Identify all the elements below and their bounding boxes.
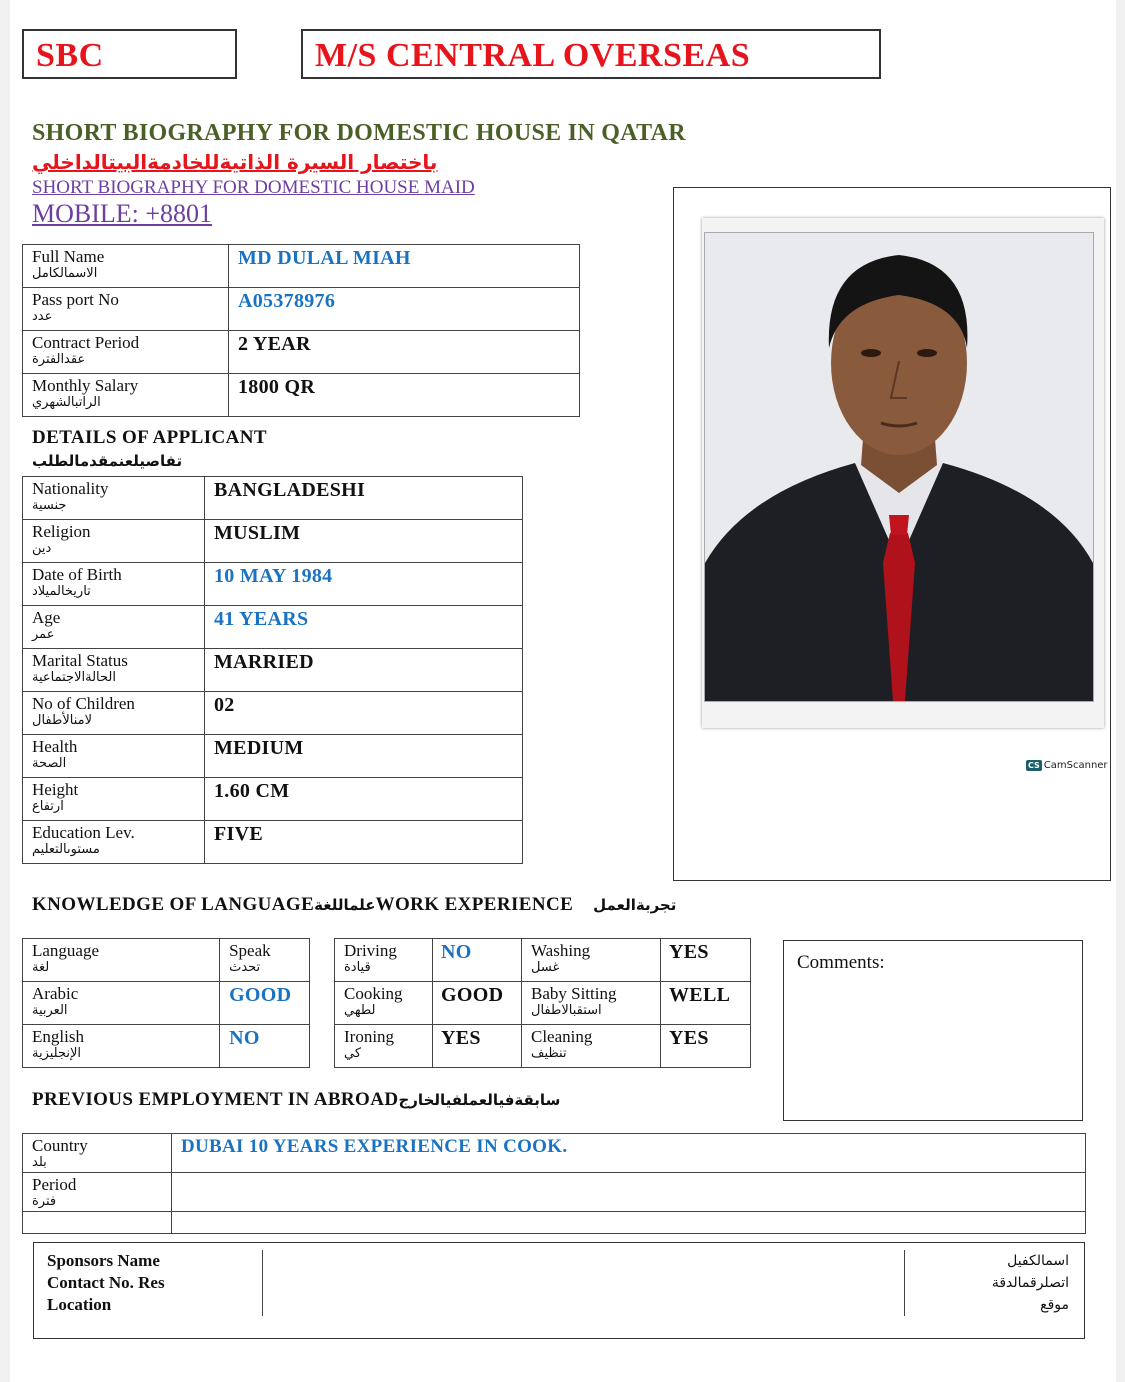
main-title: SHORT BIOGRAPHY FOR DOMESTIC HOUSE IN QATAR [32, 120, 686, 146]
agency-name-box [301, 29, 881, 79]
sub-title: SHORT BIOGRAPHY FOR DOMESTIC HOUSE MAID [32, 177, 475, 198]
language-work-heading [32, 894, 676, 916]
work-skill [522, 939, 661, 982]
detail-field-label: Date of Birth [32, 565, 122, 584]
detail-field [23, 649, 205, 692]
work-skill-label: Cooking [344, 984, 403, 1003]
work-row [335, 939, 751, 982]
previous-employment-field [23, 1173, 172, 1212]
previous-employment-field [23, 1134, 172, 1173]
language-name-label-ar: العربية [32, 1003, 68, 1018]
detail-value: 41 YEARS [205, 606, 523, 649]
language-row [23, 982, 310, 1025]
sponsor-box [33, 1242, 1085, 1339]
sponsor-label-ar: اسمالكفيل [904, 1250, 1079, 1272]
detail-field-label: Marital Status [32, 651, 128, 670]
detail-field-label: No of Children [32, 694, 135, 713]
sponsor-value[interactable] [262, 1294, 904, 1316]
detail-value: 10 MAY 1984 [205, 563, 523, 606]
language-header-row [23, 939, 310, 982]
work-skill-value: WELL [661, 982, 751, 1025]
agency-name: M/S CENTRAL OVERSEAS [315, 37, 751, 74]
sponsor-label: Sponsors Name [37, 1250, 262, 1272]
detail-field-label-ar: لامنالأطفال [32, 713, 93, 728]
detail-row [23, 692, 523, 735]
basic-info-value: MD DULAL MIAH [229, 245, 580, 288]
work-skill [522, 982, 661, 1025]
sponsor-value[interactable] [262, 1272, 904, 1294]
detail-field-label-ar: ارتفاع [32, 799, 64, 814]
basic-info-field-label: Pass port No [32, 290, 119, 309]
work-skill-label: Baby Sitting [531, 984, 617, 1003]
detail-value: 1.60 CM [205, 778, 523, 821]
sponsor-row [37, 1294, 1079, 1316]
detail-field-label: Height [32, 780, 79, 799]
basic-info-row [23, 331, 580, 374]
work-skill [335, 939, 433, 982]
previous-employment-value [172, 1212, 1086, 1234]
detail-field [23, 735, 205, 778]
basic-info-field-label-ar: الاسمالكامل [32, 266, 98, 281]
work-experience-table [334, 938, 751, 1068]
sponsor-label: Location [37, 1294, 262, 1316]
basic-info-value: 1800 QR [229, 374, 580, 417]
camscanner-label: CamScanner [1043, 760, 1108, 771]
detail-field [23, 692, 205, 735]
language-header-label-ar: لغة [32, 960, 50, 975]
speak-header-label: Speak [229, 941, 271, 960]
previous-employment-field-label-ar: فترة [32, 1194, 57, 1209]
basic-info-field [23, 331, 229, 374]
language-header [23, 939, 220, 982]
basic-info-field-label: Contract Period [32, 333, 140, 352]
basic-info-field [23, 374, 229, 417]
work-skill-label: Ironing [344, 1027, 395, 1046]
previous-employment-value: DUBAI 10 YEARS EXPERIENCE IN COOK. [172, 1134, 1086, 1173]
detail-row [23, 778, 523, 821]
work-skill [522, 1025, 661, 1068]
detail-value: 02 [205, 692, 523, 735]
detail-row [23, 649, 523, 692]
language-name-label: Arabic [32, 984, 79, 1003]
work-skill-value: YES [433, 1025, 522, 1068]
work-skill-label: Washing [531, 941, 591, 960]
detail-field-label: Religion [32, 522, 91, 541]
basic-info-field [23, 288, 229, 331]
work-skill-value: GOOD [433, 982, 522, 1025]
detail-row [23, 563, 523, 606]
knowledge-heading: KNOWLEDGE OF LANGUAGE [32, 894, 315, 915]
speak-header [220, 939, 310, 982]
detail-field [23, 563, 205, 606]
speak-header-label-ar: تحدث [229, 960, 261, 975]
detail-value: MEDIUM [205, 735, 523, 778]
detail-row [23, 821, 523, 864]
detail-row [23, 735, 523, 778]
basic-info-row [23, 245, 580, 288]
previous-employment-value [172, 1173, 1086, 1212]
detail-field [23, 821, 205, 864]
sponsor-table [37, 1250, 1079, 1316]
previous-employment-field-label: Country [32, 1136, 88, 1155]
previous-employment-title: PREVIOUS EMPLOYMENT IN ABROAD [32, 1089, 399, 1110]
language-name-label: English [32, 1027, 84, 1046]
basic-info-row [23, 288, 580, 331]
details-heading-ar: تفاصيلعنمقدمالطلب [32, 452, 183, 470]
detail-row [23, 606, 523, 649]
language-level: NO [220, 1025, 310, 1068]
camscanner-icon: CS [1028, 761, 1040, 770]
knowledge-heading-ar: علماللغة [314, 896, 376, 914]
work-skill-label-ar: استقبالاطفال [531, 1003, 602, 1018]
previous-employment-row [23, 1212, 1086, 1234]
comments-box[interactable] [783, 940, 1083, 1121]
detail-field-label-ar: الحالةالاجتماعية [32, 670, 116, 685]
basic-info-field [23, 245, 229, 288]
detail-value: MARRIED [205, 649, 523, 692]
applicant-photo [702, 218, 1104, 728]
work-skill-label-ar: تنظيف [531, 1046, 567, 1061]
work-skill-label-ar: لطهي [344, 1003, 376, 1018]
basic-info-field-label-ar: عدد [32, 309, 53, 324]
previous-employment-heading [32, 1089, 560, 1111]
previous-employment-row [23, 1134, 1086, 1173]
detail-field-label-ar: تاريخالميلاد [32, 584, 91, 599]
basic-info-value: 2 YEAR [229, 331, 580, 374]
details-heading: DETAILS OF APPLICANT [32, 427, 267, 448]
detail-row [23, 477, 523, 520]
work-skill-label-ar: غسل [531, 960, 560, 975]
sponsor-row [37, 1272, 1079, 1294]
comments-label: Comments: [797, 952, 885, 973]
portrait-image [705, 233, 1093, 701]
previous-employment-title-ar: سابقةفيالعملفيالخارج [398, 1091, 561, 1109]
work-skill-value: YES [661, 939, 751, 982]
detail-field-label-ar: عمر [32, 627, 55, 642]
detail-field-label: Education Lev. [32, 823, 135, 842]
detail-field-label-ar: مستوىالتعليم [32, 842, 100, 857]
basic-info-field-label: Full Name [32, 247, 105, 266]
language-name [23, 1025, 220, 1068]
agency-code: SBC [36, 37, 104, 74]
basic-info-value: A05378976 [229, 288, 580, 331]
basic-info-field-label-ar: الراتبالشهري [32, 395, 101, 410]
previous-employment-field [23, 1212, 172, 1234]
detail-field-label-ar: دين [32, 541, 52, 556]
detail-value: BANGLADESHI [205, 477, 523, 520]
language-level: GOOD [220, 982, 310, 1025]
sponsor-label-ar: اتصلرقمالدقة [904, 1272, 1079, 1294]
language-header-label: Language [32, 941, 100, 960]
previous-employment-field-label: Period [32, 1175, 77, 1194]
previous-employment-field-label-ar: بلد [32, 1155, 47, 1170]
work-skill-value: NO [433, 939, 522, 982]
basic-info-row [23, 374, 580, 417]
language-name-label-ar: الإنجليزية [32, 1046, 82, 1061]
biodata-page [10, 0, 1116, 1382]
work-skill-value: YES [661, 1025, 751, 1068]
detail-field-label: Nationality [32, 479, 109, 498]
mobile-number: MOBILE: +8801 [32, 199, 213, 228]
work-heading-ar: تجربةالعمل [593, 896, 677, 914]
language-table [22, 938, 310, 1068]
detail-row [23, 520, 523, 563]
detail-field [23, 778, 205, 821]
camscanner-watermark [1026, 760, 1108, 771]
basic-info-field-label: Monthly Salary [32, 376, 139, 395]
language-row [23, 1025, 310, 1068]
work-heading: WORK EXPERIENCE [375, 894, 574, 915]
work-row [335, 1025, 751, 1068]
language-name [23, 982, 220, 1025]
detail-field [23, 477, 205, 520]
sponsor-label: Contact No. Res [37, 1272, 262, 1294]
basic-info-table [22, 244, 580, 417]
work-skill-label: Cleaning [531, 1027, 593, 1046]
sponsor-value[interactable] [262, 1250, 904, 1272]
detail-field [23, 520, 205, 563]
detail-field-label-ar: جنسية [32, 498, 67, 513]
detail-value: FIVE [205, 821, 523, 864]
arabic-title: باختصار السيرة الذاتيةللخادمةالبيتالداخلي [32, 150, 438, 174]
work-skill-label-ar: كي [344, 1046, 362, 1061]
sponsor-label-ar: موقع [904, 1294, 1079, 1316]
work-skill-label-ar: قيادة [344, 960, 371, 975]
photo-frame [673, 187, 1111, 881]
detail-field-label: Age [32, 608, 61, 627]
basic-info-field-label-ar: عقدالفترة [32, 352, 86, 367]
detail-field [23, 606, 205, 649]
work-skill [335, 982, 433, 1025]
sponsor-row [37, 1250, 1079, 1272]
detail-field-label: Health [32, 737, 78, 756]
previous-employment-row [23, 1173, 1086, 1212]
previous-employment-table [22, 1133, 1086, 1234]
work-row [335, 982, 751, 1025]
detail-field-label-ar: الصحة [32, 756, 67, 771]
detail-value: MUSLIM [205, 520, 523, 563]
details-table [22, 476, 523, 864]
agency-code-box [22, 29, 237, 79]
work-skill-label: Driving [344, 941, 397, 960]
work-skill [335, 1025, 433, 1068]
